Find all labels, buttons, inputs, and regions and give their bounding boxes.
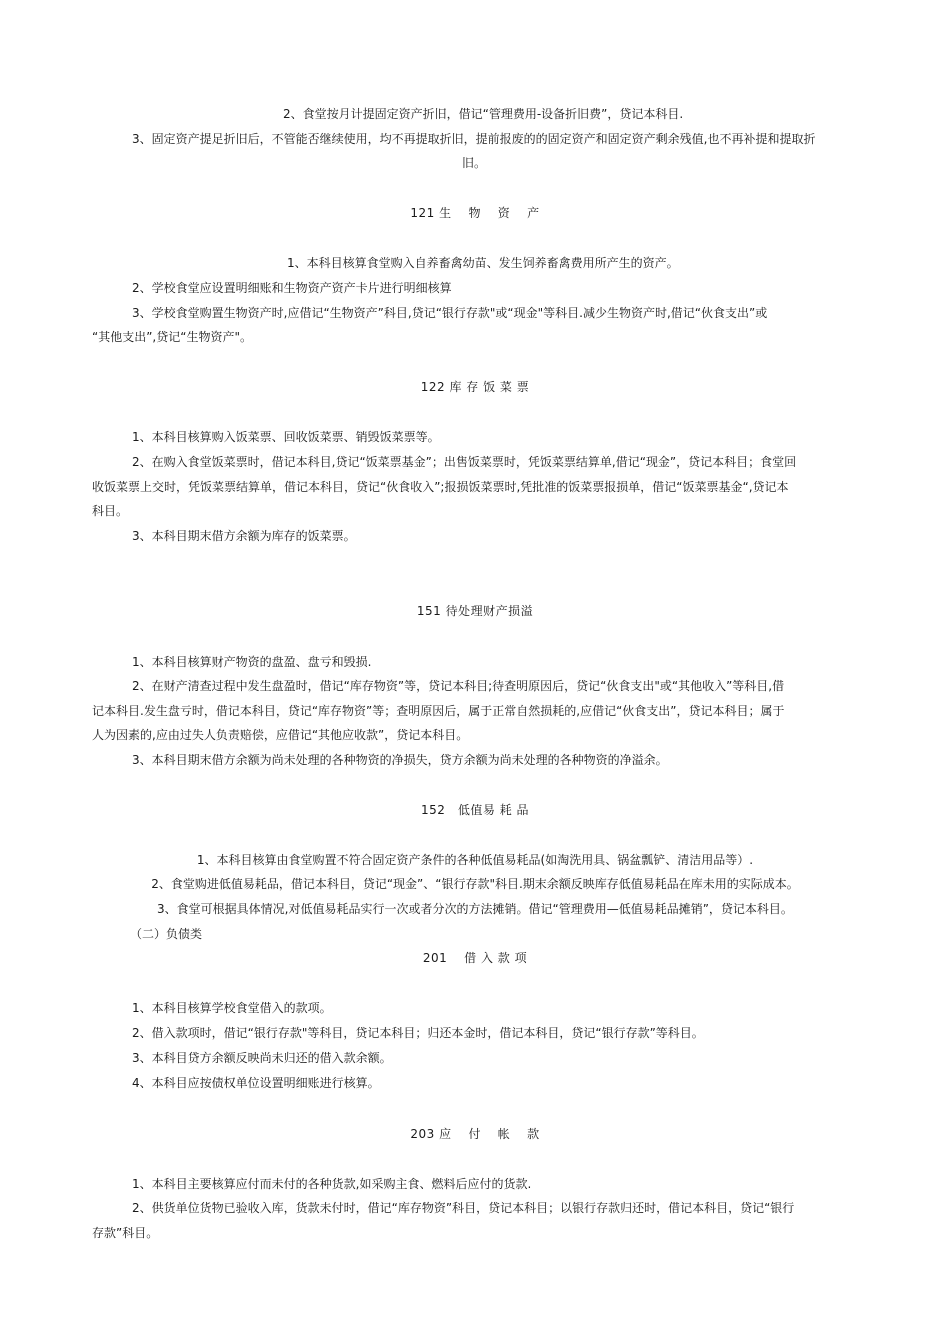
s122-paragraph-2-line-2: 收饭菜票上交时，凭饭菜票结算单，借记本科目，贷记“伙食收入”;报损饭菜票时,凭批准的饭菜票报损单，借记“饭菜票基金“,贷记本 bbox=[92, 480, 789, 494]
s120-paragraph-3-line-1: 3、固定资产提足折旧后，不管能否继续使用，均不再提取折旧，提前报废的的固定资产和固定资产剩余残值,也不再补提和提取折 bbox=[132, 132, 816, 146]
s201-paragraph-4: 4、本科目应按债权单位设置明细账进行核算。 bbox=[132, 1076, 380, 1090]
s203-paragraph-2-line-2: 存款”科目。 bbox=[92, 1226, 159, 1240]
s151-paragraph-3: 3、本科目期末借方余额为尚未处理的各种物资的净损失，贷方余额为尚未处理的各种物资的净溢余。 bbox=[132, 753, 668, 767]
s201-paragraph-3: 3、本科目贷方余额反映尚未归还的借入款余额。 bbox=[132, 1051, 392, 1065]
s152-paragraph-3: 3、食堂可根据具体情况,对低值易耗品实行一次或者分次的方法摊销。借记“管理费用—低值易耗品摊销”，贷记本科目。 bbox=[157, 902, 793, 916]
s120-paragraph-2: 2、食堂按月计提固定资产折旧，借记“管理费用-设备折旧费”，贷记本科目. bbox=[283, 107, 684, 121]
s151-paragraph-2-line-1: 2、在财产清查过程中发生盘盈时，借记“库存物资”等，贷记本科目;待查明原因后，贷记“伙食支出"或“其他收入”等科目,借 bbox=[132, 679, 785, 693]
s121-paragraph-1: 1、本科目核算食堂购入自养畜禽幼苗、发生饲养畜禽费用所产生的资产。 bbox=[287, 256, 679, 270]
s152-paragraph-2: 2、食堂购进低值易耗品，借记本科目，贷记“现金”、“银行存款"科目.期末余额反映库存低值易耗品在库未用的实际成本。 bbox=[151, 877, 799, 891]
s203-heading: 203 应 付 帐 款 bbox=[410, 1127, 540, 1141]
s151-paragraph-2-line-3: 人为因素的,应由过失人负责赔偿，应借记“其他应收款”，贷记本科目。 bbox=[92, 728, 469, 742]
s121-paragraph-3-line-2: “其他支出”,贷记“生物资产"。 bbox=[92, 330, 252, 344]
category-liabilities-heading: （二）负债类 bbox=[130, 927, 203, 941]
s151-heading: 151 待处理财产损溢 bbox=[416, 604, 534, 618]
s122-paragraph-3: 3、本科目期末借方余额为库存的饭菜票。 bbox=[132, 529, 356, 543]
s201-paragraph-1: 1、本科目核算学校食堂借入的款项。 bbox=[132, 1001, 332, 1015]
s122-paragraph-1: 1、本科目核算购入饭菜票、回收饭菜票、销毁饭菜票等。 bbox=[132, 430, 440, 444]
s121-heading: 121 生 物 资 产 bbox=[410, 206, 540, 220]
s203-paragraph-1: 1、本科目主要核算应付而未付的各种货款,如采购主食、燃料后应付的货款. bbox=[132, 1177, 532, 1191]
s121-paragraph-3-line-1: 3、学校食堂购置生物资产时,应借记“生物资产”科目,贷记“银行存款"或“现金"等科目.减少生物资产时,借记“伙食支出”或 bbox=[132, 306, 768, 320]
s122-paragraph-2-line-3: 科目。 bbox=[92, 504, 129, 518]
s152-paragraph-1: 1、本科目核算由食堂购置不符合固定资产条件的各种低值易耗品(如淘洗用具、锅盆瓢铲、清洁用品等）. bbox=[196, 853, 754, 867]
s201-heading: 201 借 入 款 项 bbox=[422, 951, 528, 965]
s151-paragraph-1: 1、本科目核算财产物资的盘盈、盘亏和毁损. bbox=[132, 655, 372, 669]
s121-paragraph-2: 2、学校食堂应设置明细账和生物资产资产卡片进行明细核算 bbox=[132, 281, 452, 295]
s152-heading: 152 低值易 耗 品 bbox=[420, 803, 530, 817]
s151-paragraph-2-line-2: 记本科目.发生盘亏时，借记本科目，贷记“库存物资”等；查明原因后，属于正常自然损耗的,应借记“伙食支出”，贷记本科目；属于 bbox=[92, 704, 785, 718]
s122-heading: 122 库 存 饭 菜 票 bbox=[420, 380, 530, 394]
s203-paragraph-2-line-1: 2、供货单位货物已验收入库，货款未付时，借记“库存物资”科目，贷记本科目；以银行存款归还时，借记本科目，贷记“银行 bbox=[132, 1201, 795, 1215]
s201-paragraph-2: 2、借入款项时，借记“银行存款"等科目，贷记本科目；归还本金时，借记本科目，贷记“银行存款”等科目。 bbox=[132, 1026, 704, 1040]
s122-paragraph-2-line-1: 2、在购入食堂饭菜票时，借记本科目,贷记“饭菜票基金”；出售饭菜票时，凭饭菜票结算单,借记“现金”，贷记本科目；食堂回 bbox=[132, 455, 797, 469]
s120-paragraph-3-line-2: 旧。 bbox=[462, 156, 487, 170]
